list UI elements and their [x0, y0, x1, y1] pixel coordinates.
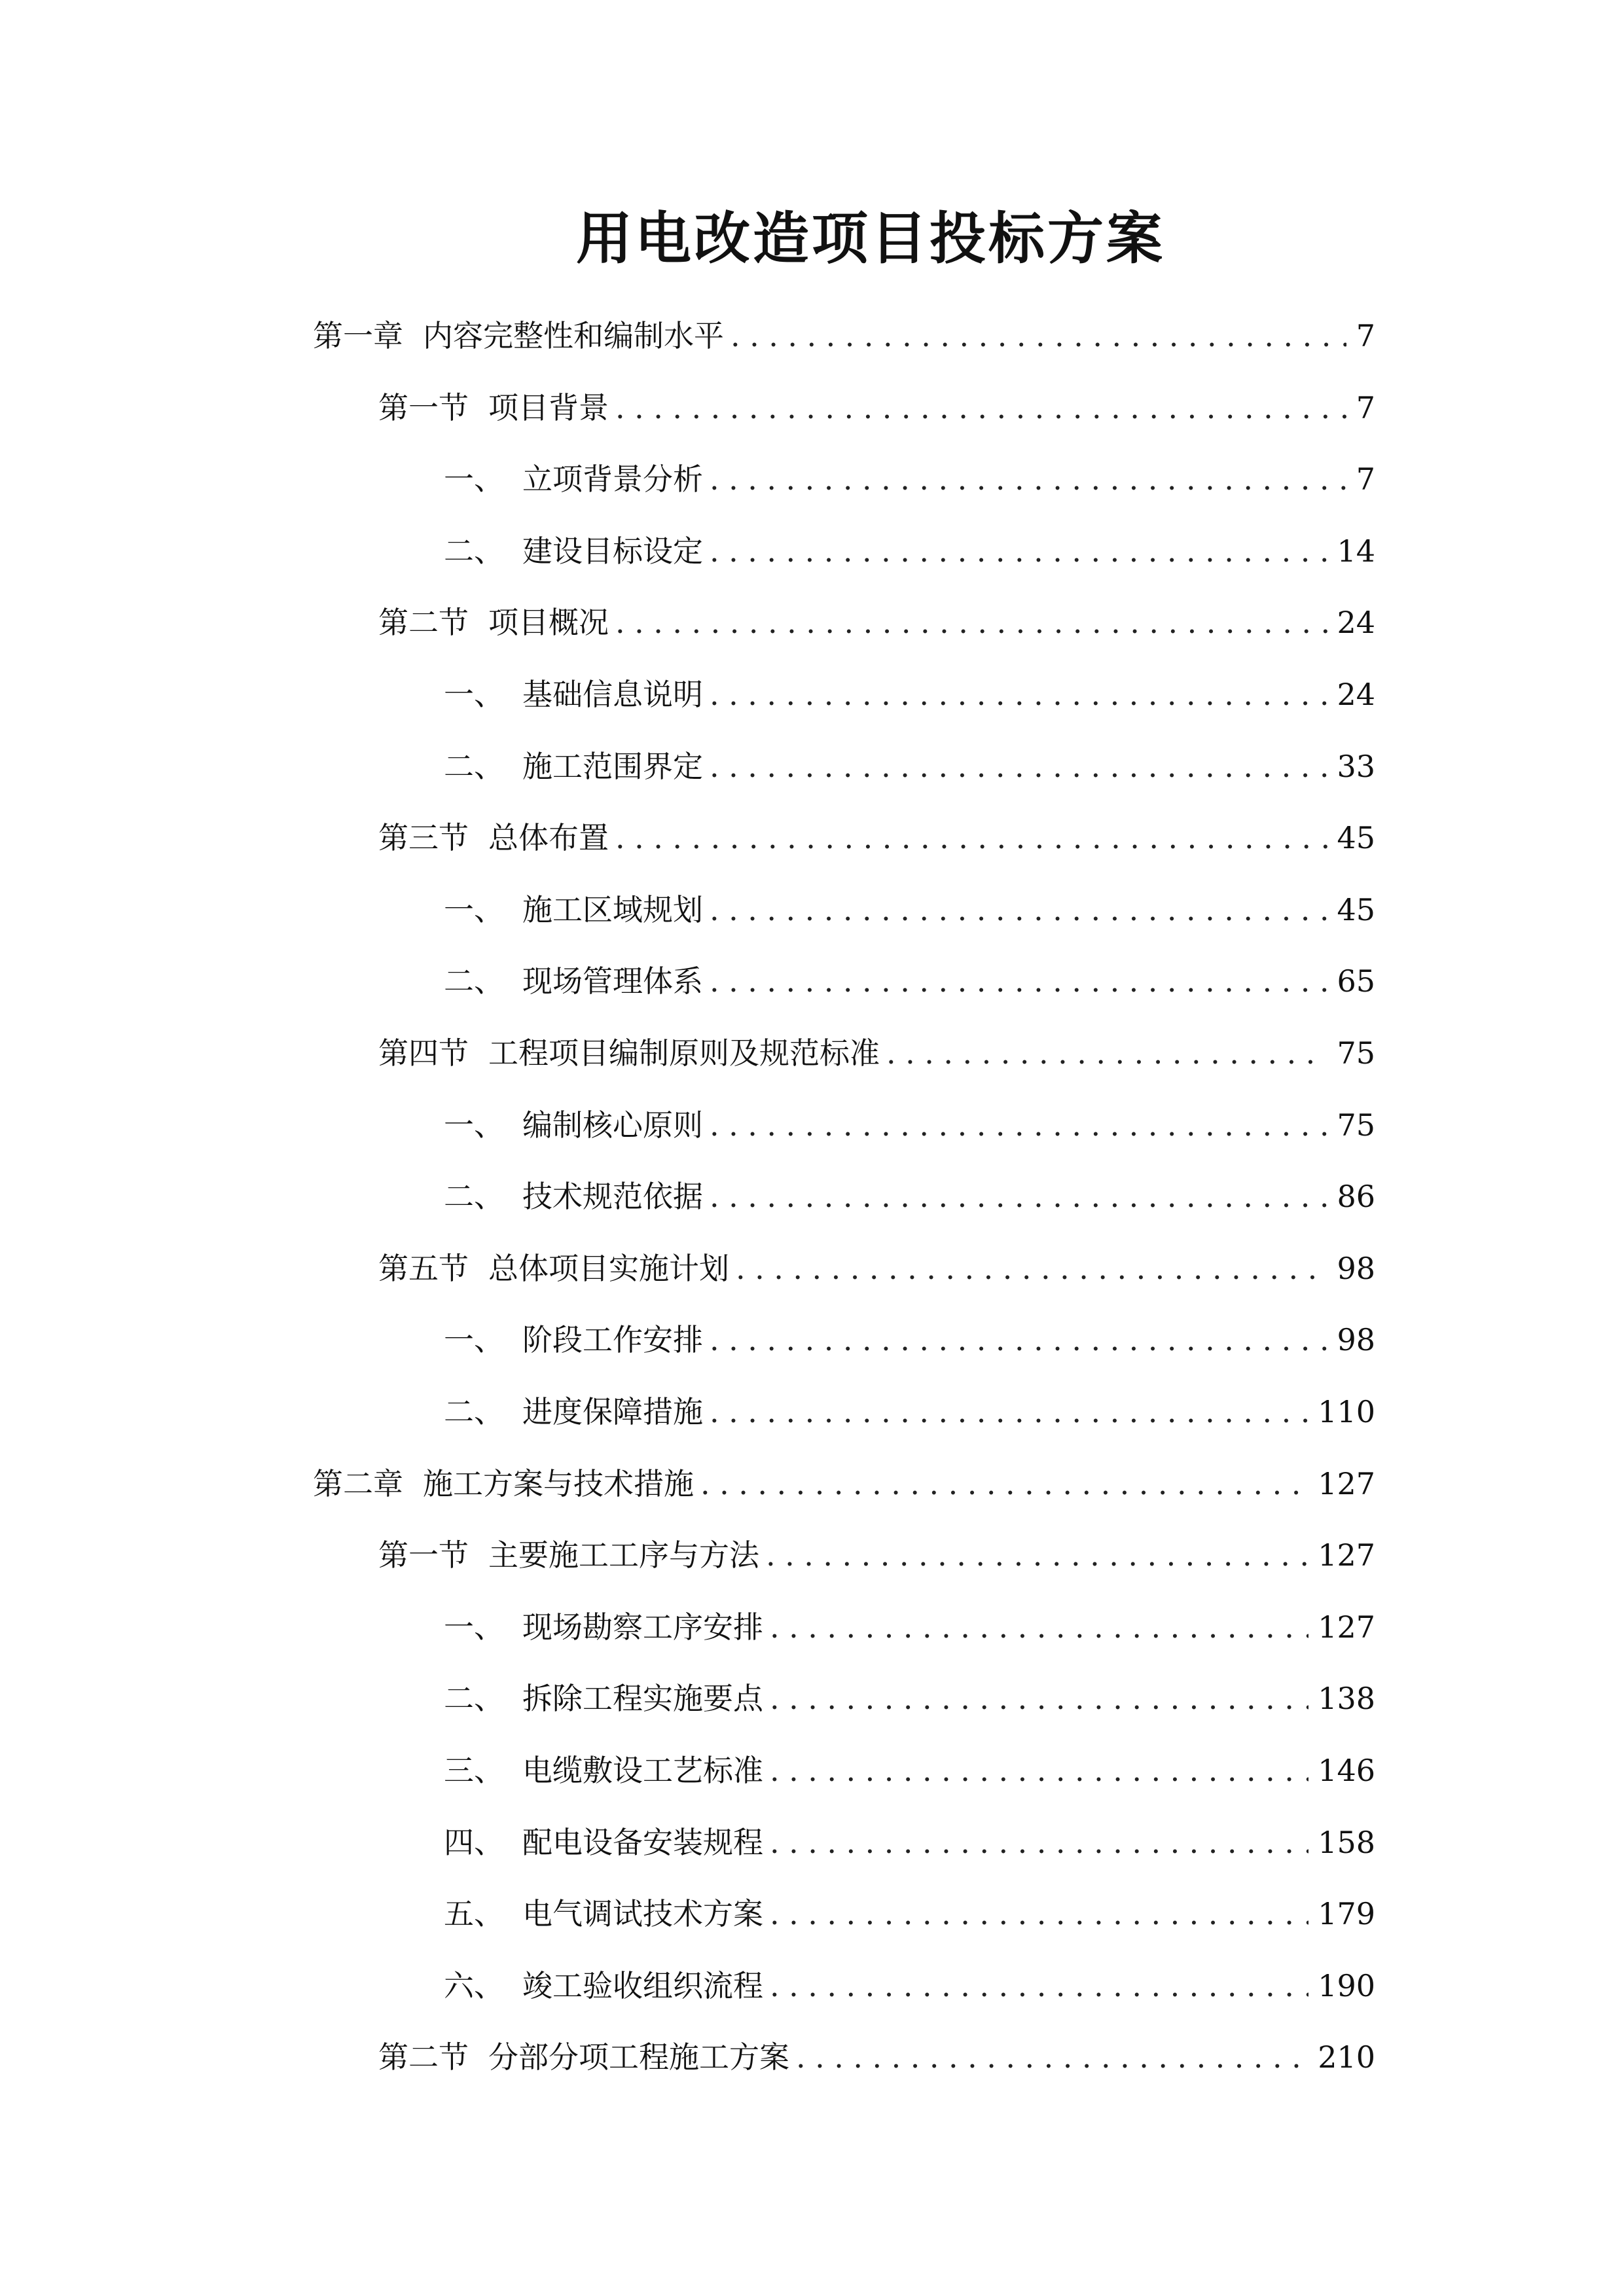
- document-title: 用电改造项目投标方案: [576, 206, 1165, 272]
- toc-page-number: 179: [1318, 1896, 1375, 1931]
- toc-entry-title: 拆除工程实施要点: [522, 1681, 763, 1716]
- toc-entry[interactable]: [378, 385, 1375, 431]
- toc-dot-leader: [700, 1461, 1308, 1507]
- toc-dot-leader: [615, 385, 1346, 431]
- toc-dot-leader: [770, 1604, 1308, 1650]
- toc-entry-title: 进度保障措施: [522, 1394, 703, 1429]
- toc-entry-number: 四、: [444, 1825, 504, 1860]
- toc-entry-title: 技术规范依据: [522, 1179, 703, 1214]
- toc-entry-title: 阶段工作安排: [522, 1322, 703, 1357]
- toc-entry-title: 编制核心原则: [522, 1107, 703, 1143]
- toc-dot-leader: [710, 672, 1327, 717]
- toc-dot-leader: [710, 958, 1327, 1004]
- toc-dot-leader: [770, 1963, 1308, 2009]
- toc-entry[interactable]: [313, 313, 1375, 359]
- toc-dot-leader: [770, 1748, 1308, 1793]
- toc-dot-leader: [710, 887, 1327, 933]
- toc-entry[interactable]: [444, 672, 1375, 717]
- toc-entry[interactable]: [444, 744, 1375, 789]
- toc-entry[interactable]: [444, 1389, 1375, 1435]
- toc-entry-number: 二、: [444, 963, 504, 999]
- toc-dot-leader: [770, 1676, 1308, 1721]
- toc-entry[interactable]: [378, 1030, 1375, 1076]
- toc-page-number: 110: [1318, 1394, 1375, 1429]
- toc-page-number: 190: [1318, 1968, 1375, 2003]
- toc-entry-title: 现场勘察工序安排: [522, 1609, 763, 1645]
- toc-entry-title: 电气调试技术方案: [522, 1896, 763, 1931]
- toc-entry-number: 一、: [444, 677, 504, 712]
- toc-dot-leader: [710, 744, 1327, 789]
- toc-page-number: 7: [1356, 461, 1375, 497]
- toc-entry[interactable]: [444, 456, 1375, 502]
- toc-dot-leader: [615, 815, 1327, 861]
- toc-page-number: 7: [1356, 390, 1375, 425]
- toc-entry-number: 第二节: [378, 605, 469, 640]
- toc-entry-number: 二、: [444, 1394, 504, 1429]
- toc-page-number: 127: [1318, 1537, 1375, 1573]
- toc-entry[interactable]: [444, 1676, 1375, 1721]
- toc-entry-title: 主要施工工序与方法: [488, 1537, 759, 1573]
- toc-dot-leader: [615, 600, 1327, 645]
- toc-entry[interactable]: [444, 1317, 1375, 1363]
- toc-page-number: 98: [1337, 1251, 1375, 1286]
- toc-entry-title: 总体项目实施计划: [488, 1251, 729, 1286]
- toc-entry-title: 内容完整性和编制水平: [423, 318, 724, 353]
- toc-entry-title: 施工区域规划: [522, 892, 703, 927]
- toc-entry-title: 配电设备安装规程: [522, 1825, 763, 1860]
- toc-entry-title: 施工范围界定: [522, 749, 703, 784]
- toc-dot-leader: [736, 1246, 1327, 1291]
- toc-dot-leader: [796, 2034, 1308, 2080]
- toc-dot-leader: [766, 1532, 1308, 1578]
- toc-entry-number: 第一节: [378, 1537, 469, 1573]
- toc-page-number: 14: [1337, 533, 1375, 569]
- toc-dot-leader: [710, 1317, 1327, 1363]
- toc-dot-leader: [710, 1102, 1327, 1148]
- toc-page-number: 75: [1337, 1035, 1375, 1071]
- toc-entry-title: 项目背景: [488, 390, 609, 425]
- toc-entry-number: 一、: [444, 1322, 504, 1357]
- toc-entry[interactable]: [378, 2034, 1375, 2080]
- toc-entry-title: 项目概况: [488, 605, 609, 640]
- toc-page-number: 98: [1337, 1322, 1375, 1357]
- toc-entry-title: 分部分项工程施工方案: [488, 2039, 789, 2075]
- toc-entry[interactable]: [313, 1461, 1375, 1507]
- toc-entry-number: 一、: [444, 1107, 504, 1143]
- toc-entry-title: 立项背景分析: [522, 461, 703, 497]
- toc-entry[interactable]: [444, 1963, 1375, 2009]
- toc-entry-number: 六、: [444, 1968, 504, 2003]
- toc-entry[interactable]: [444, 1891, 1375, 1937]
- toc-entry-number: 五、: [444, 1896, 504, 1931]
- toc-entry-title: 建设目标设定: [522, 533, 703, 569]
- toc-entry-number: 三、: [444, 1753, 504, 1788]
- toc-entry-number: 一、: [444, 1609, 504, 1645]
- toc-page-number: 7: [1356, 318, 1375, 353]
- toc-page-number: 158: [1318, 1825, 1375, 1860]
- toc-entry-number: 第五节: [378, 1251, 469, 1286]
- toc-entry[interactable]: [444, 1174, 1375, 1219]
- toc-entry[interactable]: [378, 815, 1375, 861]
- toc-dot-leader: [731, 313, 1346, 359]
- toc-entry[interactable]: [444, 1604, 1375, 1650]
- toc-entry[interactable]: [444, 528, 1375, 574]
- toc-page-number: 24: [1337, 677, 1375, 712]
- toc-entry-title: 竣工验收组织流程: [522, 1968, 763, 2003]
- toc-entry-title: 施工方案与技术措施: [423, 1466, 694, 1501]
- toc-entry[interactable]: [444, 887, 1375, 933]
- toc-dot-leader: [710, 456, 1346, 502]
- toc-entry[interactable]: [444, 958, 1375, 1004]
- toc-page-number: 210: [1318, 2039, 1375, 2075]
- toc-entry[interactable]: [444, 1820, 1375, 1865]
- toc-entry[interactable]: [378, 1246, 1375, 1291]
- toc-dot-leader: [710, 1174, 1327, 1219]
- toc-entry-number: 二、: [444, 533, 504, 569]
- toc-entry[interactable]: [444, 1748, 1375, 1793]
- toc-entry-number: 二、: [444, 1179, 504, 1214]
- toc-dot-leader: [770, 1820, 1308, 1865]
- toc-entry-number: 第一节: [378, 390, 469, 425]
- toc-entry-number: 第一章: [313, 318, 403, 353]
- toc-entry-number: 第四节: [378, 1035, 469, 1071]
- toc-entry-number: 第三节: [378, 820, 469, 855]
- toc-entry[interactable]: [378, 1532, 1375, 1578]
- toc-page-number: 33: [1337, 749, 1375, 784]
- toc-page-number: 127: [1318, 1466, 1375, 1501]
- toc-entry-number: 第二节: [378, 2039, 469, 2075]
- toc-dot-leader: [710, 528, 1327, 574]
- toc-page-number: 146: [1318, 1753, 1375, 1788]
- toc-entry-title: 电缆敷设工艺标准: [522, 1753, 763, 1788]
- toc-entry[interactable]: [378, 600, 1375, 645]
- toc-entry[interactable]: [444, 1102, 1375, 1148]
- toc-dot-leader: [770, 1891, 1308, 1937]
- toc-dot-leader: [710, 1389, 1308, 1435]
- toc-page-number: 24: [1337, 605, 1375, 640]
- toc-entry-number: 一、: [444, 892, 504, 927]
- toc-entry-number: 二、: [444, 749, 504, 784]
- toc-page-number: 45: [1337, 892, 1375, 927]
- toc-page-number: 75: [1337, 1107, 1375, 1143]
- toc-entry-number: 一、: [444, 461, 504, 497]
- toc-entry-title: 总体布置: [488, 820, 609, 855]
- toc-entry-title: 现场管理体系: [522, 963, 703, 999]
- toc-dot-leader: [886, 1030, 1327, 1076]
- toc-page-number: 138: [1318, 1681, 1375, 1716]
- toc-entry-title: 工程项目编制原则及规范标准: [488, 1035, 880, 1071]
- toc-page-number: 86: [1337, 1179, 1375, 1214]
- toc-page-number: 65: [1337, 963, 1375, 999]
- toc-entry-number: 二、: [444, 1681, 504, 1716]
- toc-entry-title: 基础信息说明: [522, 677, 703, 712]
- toc-page-number: 127: [1318, 1609, 1375, 1645]
- toc-entry-number: 第二章: [313, 1466, 403, 1501]
- toc-page-number: 45: [1337, 820, 1375, 855]
